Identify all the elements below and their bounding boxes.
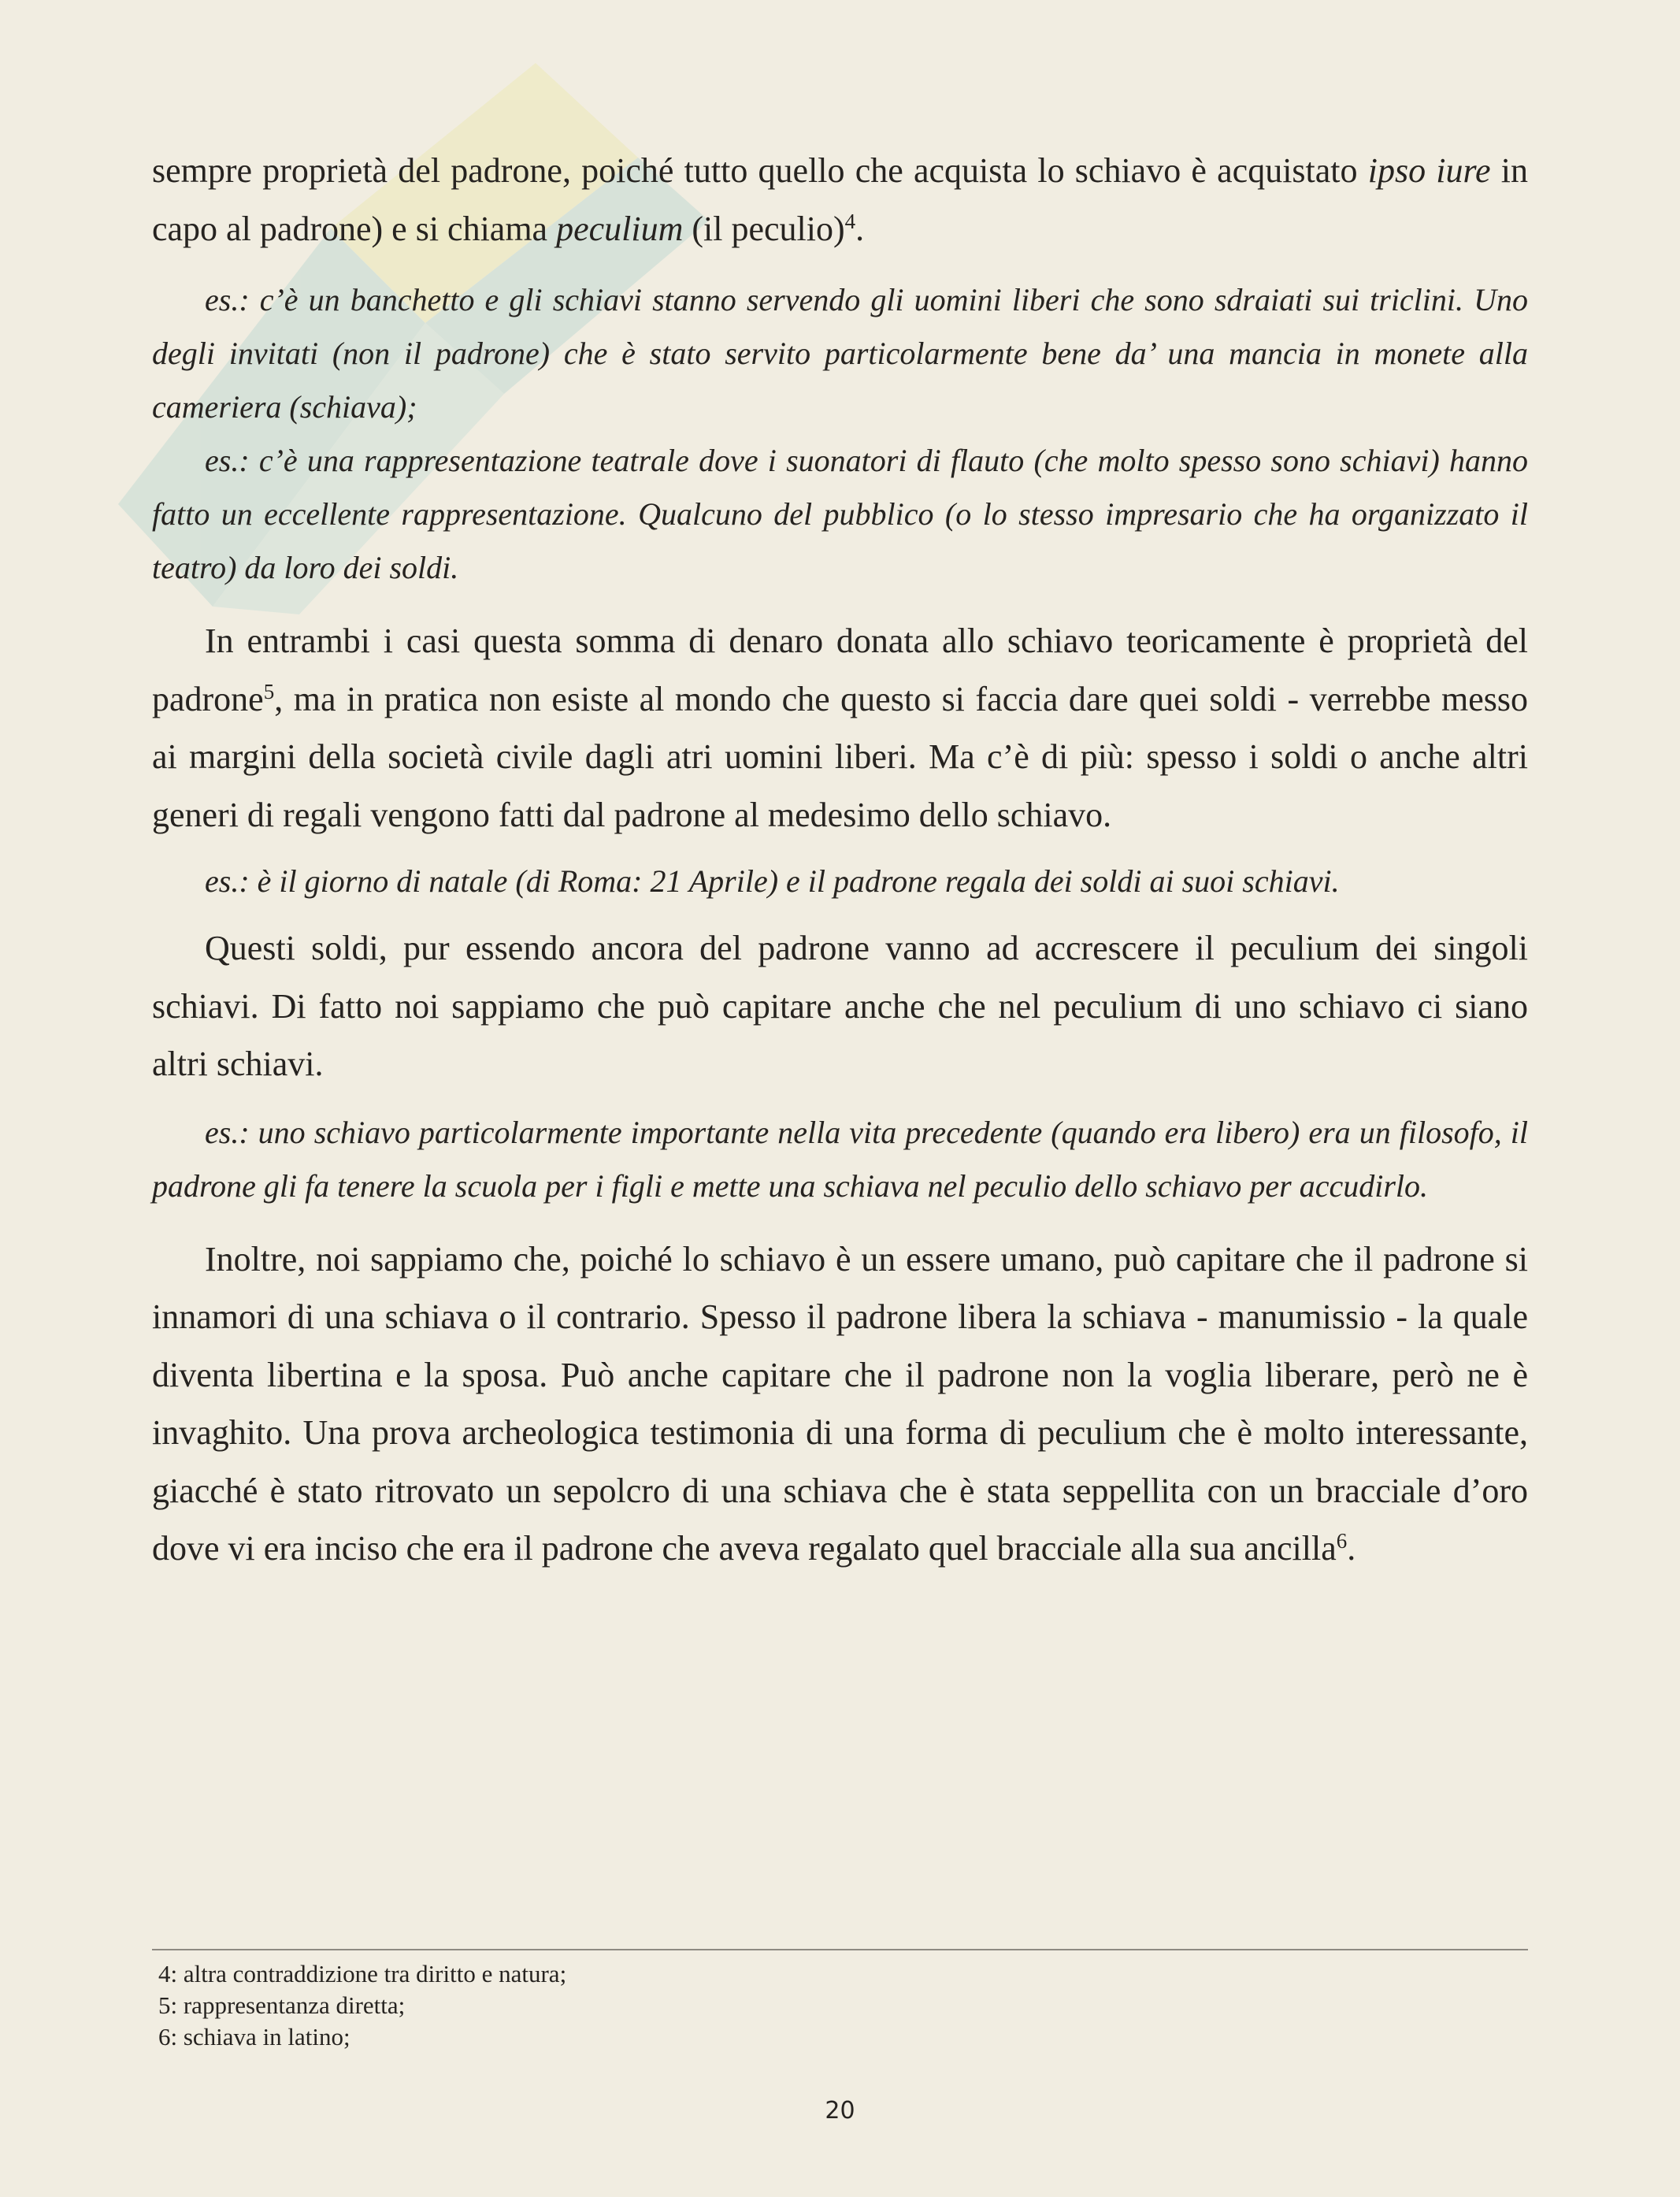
body-paragraph <box>152 142 1528 258</box>
footnote-item: 5: rappresentanza diretta; <box>158 1991 406 2019</box>
example-paragraph <box>152 1106 1528 1213</box>
italic-term: peculium <box>556 209 684 248</box>
body-paragraph <box>152 919 1528 1093</box>
footnote-reference: 4 <box>844 209 856 233</box>
text-run: , ma in pratica non esiste al mondo che questo si faccia dare quei soldi - verrebbe messo ai margini della società civile dagli atri uomini liberi. Ma c’è di più: spesso i soldi o anche altri generi di regali vengono fatti dal padrone al medesimo dello schiavo. <box>152 679 1528 834</box>
text-run: es.: è il giorno di natale (di Roma: 21 Aprile) e il padrone regala dei soldi ai suoi schiavi. <box>205 863 1340 899</box>
example-paragraph <box>152 434 1528 595</box>
text-run: . <box>855 209 865 248</box>
text-run: In entrambi i casi questa somma di denaro donata allo schiavo teoricamente è proprietà del padrone <box>152 622 1528 718</box>
text-run: sempre proprietà del padrone, poiché tutto quello che acquista lo schiavo è acquistato <box>152 151 1368 190</box>
text-run: es.: uno schiavo particolarmente importante nella vita precedente (quando era libero) era un filosofo, il padrone gli fa tenere la scuola per i figli e mette una schiava nel peculio dello schiavo per accudirlo. <box>152 1114 1528 1204</box>
footnotes <box>152 1949 1528 2053</box>
body-paragraph <box>152 1230 1528 1578</box>
text-run: . <box>1347 1529 1356 1568</box>
text-run: es.: c’è un banchetto e gli schiavi stanno servendo gli uomini liberi che sono sdraiati sui triclini. Uno degli invitati (non il padrone) che è stato servito particolarmente bene da’ una mancia in monete alla cameriera (schiava); <box>152 282 1528 425</box>
page-body <box>152 142 1528 1578</box>
footnote-item: 6: schiava in latino; <box>158 2023 350 2050</box>
footnote-reference: 6 <box>1336 1529 1348 1553</box>
text-run: Questi soldi, pur essendo ancora del padrone vanno ad accrescere il peculium dei singoli schiavi. Di fatto noi sappiamo che può capitare anche che nel peculium di uno schiavo ci siano altri schiavi. <box>152 929 1528 1083</box>
text-run: (il peculio) <box>683 209 845 248</box>
example-paragraph <box>152 855 1528 908</box>
text-run: es.: c’è una rappresentazione teatrale dove i suonatori di flauto (che molto spesso sono schiavi) hanno fatto un eccellente rappresentazione. Qualcuno del pubblico (o lo stesso impresario che ha organizzato il teatro) da loro dei soldi. <box>152 443 1528 585</box>
text-run: Inoltre, noi sappiamo che, poiché lo schiavo è un essere umano, può capitare che il padrone si innamori di una schiava o il contrario. Spesso il padrone libera la schiava - manumissio - la quale diventa libertina e la sposa. Può anche capitare che il padrone non la voglia liberare, però ne è invaghito. Una prova archeologica testimonia di una forma di peculium che è molto interessante, giacché è stato ritrovato un sepolcro di una schiava che è stata seppellita con un bracciale d’oro dove vi era inciso che era il padrone che aveva regalato quel bracciale alla sua ancilla <box>152 1239 1528 1568</box>
example-paragraph <box>152 273 1528 434</box>
text-run: in capo al padrone) e si chiama <box>152 151 1528 248</box>
footnote-reference: 5 <box>263 679 275 703</box>
italic-term: ipso iure <box>1367 151 1491 190</box>
footnote-item: 4: altra contraddizione tra diritto e natura; <box>158 1960 567 1987</box>
page-number: 20 <box>825 2097 855 2125</box>
body-paragraph <box>152 612 1528 844</box>
